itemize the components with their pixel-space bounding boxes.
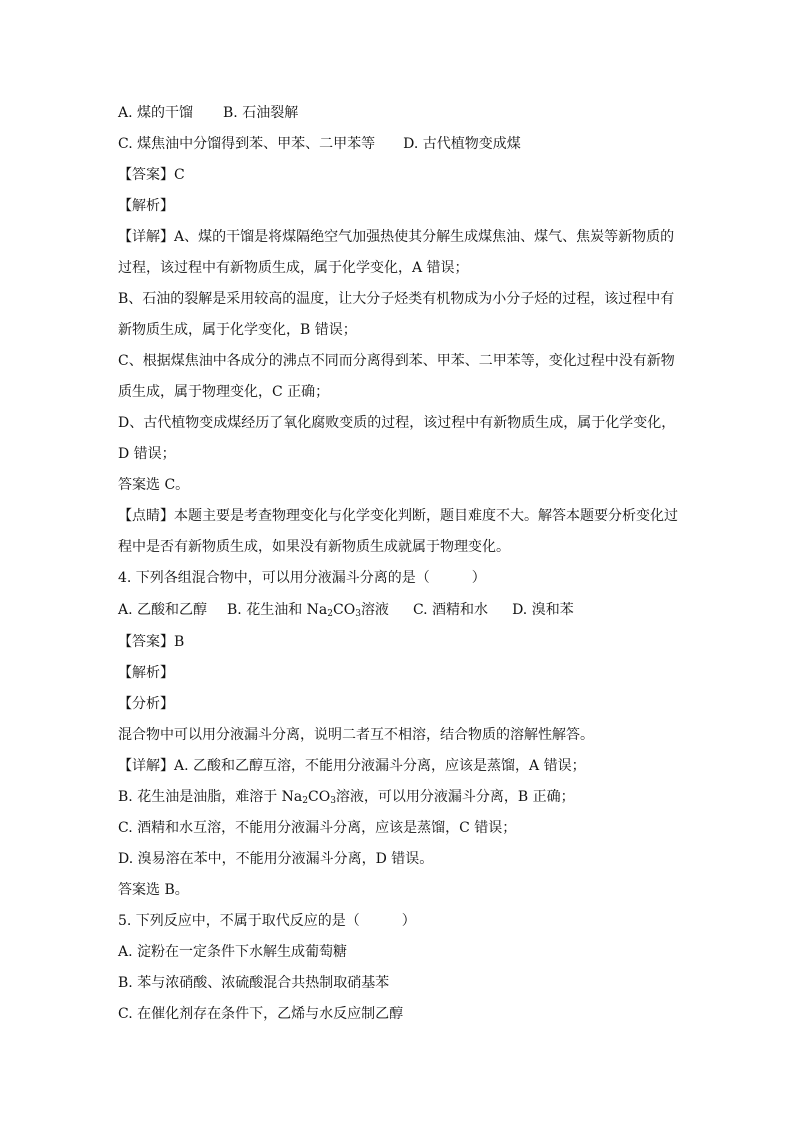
q3-option-b: B. 石油裂解 xyxy=(223,105,299,121)
q3-detail-line-4: 新物质生成，属于化学变化，B 错误； xyxy=(118,322,357,338)
q4-detail-a: 【详解】A. 乙酸和乙醇互溶，不能用分液漏斗分离，应该是蒸馏，A 错误； xyxy=(118,758,586,774)
q3-options-ab xyxy=(118,103,298,123)
q4-conclusion: 答案选 B。 xyxy=(118,882,189,898)
q4-option-c: C. 酒精和水 xyxy=(412,602,489,618)
q3-option-a: A. 煤的干馏 xyxy=(118,105,194,121)
q3-detail-line-3: B、石油的裂解是采用较高的温度，让大分子烃类有机物成为小分子烃的过程，该过程中有 xyxy=(118,291,675,307)
q3-detail-line-2: 过程，该过程中有新物质生成，属于化学变化，A 错误； xyxy=(118,260,469,276)
q4-stem: 4. 下列各组混合物中，可以用分液漏斗分离的是（ ） xyxy=(118,570,486,586)
q4-detail-c: C. 酒精和水互溶，不能用分液漏斗分离，应该是蒸馏，C 错误； xyxy=(118,820,517,836)
q4-option-a: A. 乙酸和乙醇 xyxy=(118,602,208,618)
q5-option-c: C. 在催化剂存在条件下，乙烯与水反应制乙醇 xyxy=(118,1006,404,1022)
q3-detail-line-5: C、根据煤焦油中各成分的沸点不同而分离得到苯、甲苯、二甲苯等，变化过程中没有新物 xyxy=(118,353,675,369)
q4-analysis-label: 【解析】 xyxy=(118,665,174,681)
q3-options-cd xyxy=(118,134,521,154)
q3-option-d: D. 古代植物变成煤 xyxy=(403,136,521,152)
q4-detail-b: B. 花生油是油脂，难溶于 $Na_2CO_3$溶液，可以用分液漏斗分离，B 正确； xyxy=(118,789,575,806)
q3-analysis-label: 【解析】 xyxy=(118,198,174,214)
q4-fenxi-text: 混合物中可以用分液漏斗分离，说明二者互不相溶，结合物质的溶解性解答。 xyxy=(118,727,594,743)
q5-stem: 5. 下列反应中，不属于取代反应的是（ ） xyxy=(118,913,416,929)
q4-options xyxy=(118,600,574,620)
q3-detail-line-6: 质生成，属于物理变化，C 正确； xyxy=(118,384,330,400)
q4-answer: 【答案】B xyxy=(118,634,185,650)
q5-option-a: A. 淀粉在一定条件下水解生成葡萄糖 xyxy=(118,944,348,960)
q3-detail-line-1: 【详解】A、煤的干馏是将煤隔绝空气加强热使其分解生成煤焦油、煤气、焦炭等新物质的 xyxy=(118,229,675,245)
q3-conclusion: 答案选 C。 xyxy=(118,477,190,493)
q3-point-line-2: 程中是否有新物质生成，如果没有新物质生成就属于物理变化。 xyxy=(118,539,510,555)
q3-detail-line-8: D 错误； xyxy=(118,446,176,462)
q3-answer: 【答案】C xyxy=(118,167,185,183)
q4-fenxi-label: 【分析】 xyxy=(118,696,174,712)
q4-option-d: D. 溴和苯 xyxy=(512,602,574,618)
q5-option-b: B. 苯与浓硝酸、浓硫酸混合共热制取硝基苯 xyxy=(118,975,390,991)
q3-point-line-1: 【点睛】本题主要是考查物理变化与化学变化判断，题目难度不大。解答本题要分析变化过 xyxy=(118,508,678,524)
q3-detail-line-7: D、古代植物变成煤经历了氧化腐败变质的过程，该过程中有新物质生成，属于化学变化， xyxy=(118,415,676,431)
q3-option-c: C. 煤焦油中分馏得到苯、甲苯、二甲苯等 xyxy=(118,136,376,152)
q4-detail-d: D. 溴易溶在苯中，不能用分液漏斗分离，D 错误。 xyxy=(118,851,434,867)
q4-option-b: B. 花生油和 $Na_2CO_3$溶液 xyxy=(227,602,389,619)
